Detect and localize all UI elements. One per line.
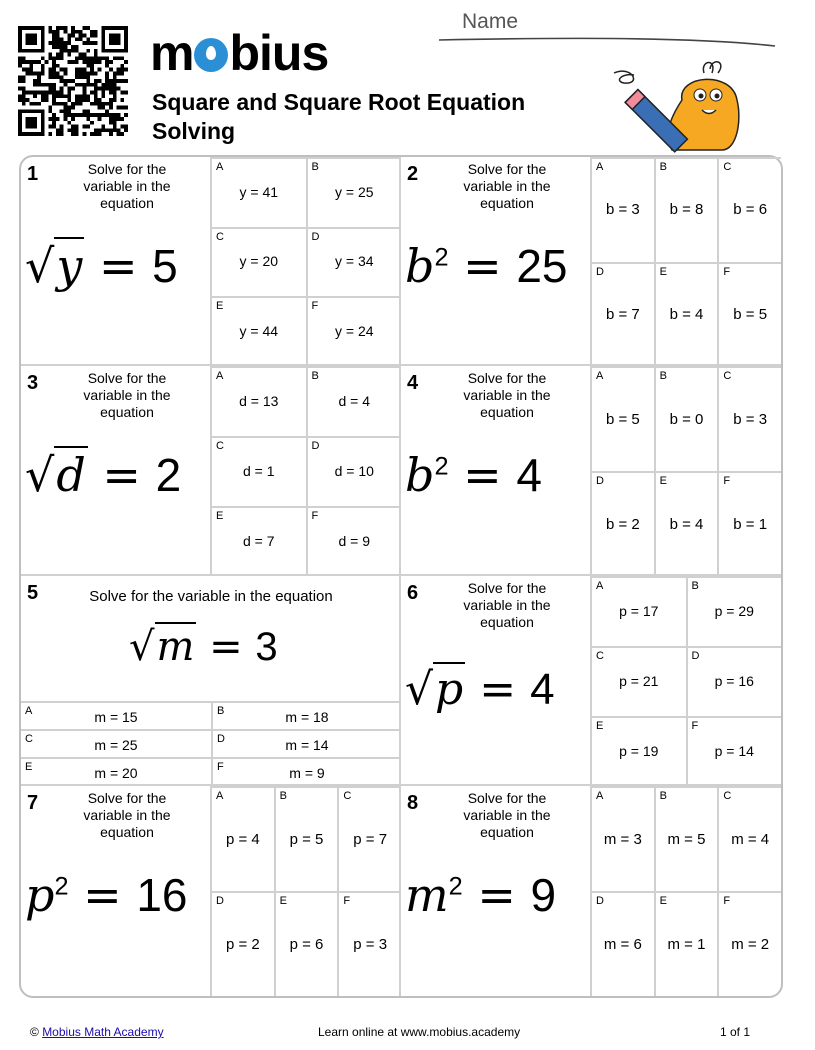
radical-sign: √ <box>25 448 55 502</box>
base-variable: b <box>405 239 435 293</box>
option-value: b = 0 <box>669 410 704 428</box>
option-value: b = 6 <box>733 201 768 219</box>
answer-option[interactable] <box>210 506 306 576</box>
option-value: d = 13 <box>239 393 279 409</box>
option-value: p = 6 <box>289 935 324 953</box>
question-number: 5 <box>27 582 39 604</box>
option-value: b = 8 <box>669 201 704 219</box>
option-letter: D <box>596 265 604 278</box>
option-letter: E <box>25 761 33 773</box>
question-number: 8 <box>407 792 419 814</box>
answer-option[interactable] <box>590 646 686 716</box>
rhs-value: 25 <box>516 240 568 292</box>
answer-option[interactable] <box>306 506 402 576</box>
equals-sign: = <box>479 664 517 715</box>
option-letter: E <box>216 510 224 522</box>
answer-option[interactable] <box>21 701 211 729</box>
option-value: p = 19 <box>619 743 659 759</box>
answer-option[interactable] <box>590 576 686 646</box>
question-cell <box>21 576 401 786</box>
base-variable: b <box>405 448 435 502</box>
option-value: m = 9 <box>289 765 325 781</box>
option-letter: C <box>216 230 224 243</box>
option-letter: A <box>596 580 604 592</box>
option-value: y = 25 <box>334 183 374 200</box>
option-value: m = 20 <box>94 765 138 781</box>
worksheet-grid <box>19 155 783 998</box>
question-cell <box>21 366 401 576</box>
answer-option[interactable] <box>211 757 401 785</box>
answer-option[interactable] <box>590 262 654 367</box>
answer-option[interactable] <box>306 157 402 227</box>
rhs-value: 4 <box>530 665 555 714</box>
radicand: p <box>435 664 464 715</box>
logo-drop-icon <box>194 38 228 72</box>
equals-sign: = <box>209 624 243 670</box>
option-letter: D <box>596 475 604 487</box>
option-letter: B <box>279 790 287 802</box>
option-letter: A <box>216 161 224 173</box>
option-value: m = 4 <box>731 830 770 848</box>
option-letter: A <box>596 370 604 382</box>
answer-option[interactable] <box>337 891 401 996</box>
option-value: y = 34 <box>334 253 374 270</box>
equation <box>25 239 178 293</box>
question-number: 7 <box>27 792 39 814</box>
answer-option[interactable] <box>274 891 338 996</box>
option-letter: D <box>311 440 320 452</box>
option-value: m = 18 <box>285 709 329 725</box>
option-value: p = 7 <box>353 830 388 848</box>
question-cell <box>401 366 781 576</box>
option-letter: A <box>596 790 604 802</box>
question-cell <box>21 786 401 996</box>
answer-option[interactable] <box>654 157 718 262</box>
option-letter: E <box>659 475 667 487</box>
option-letter: C <box>216 440 224 452</box>
question-prompt: Solve for the variable in the equation <box>463 580 551 630</box>
option-value: p = 21 <box>619 673 659 689</box>
option-value: m = 14 <box>285 737 329 753</box>
option-letter: D <box>311 230 320 243</box>
base-variable: m <box>405 868 449 922</box>
option-letter: C <box>596 650 604 662</box>
equals-sign: = <box>83 868 122 922</box>
answer-option[interactable] <box>274 786 338 891</box>
equals-sign: = <box>463 239 502 293</box>
option-value: y = 44 <box>239 323 279 340</box>
equation: $m^2 = 9$ <box>405 868 557 922</box>
radicand: y <box>56 239 83 293</box>
answer-option[interactable] <box>590 716 686 786</box>
question-cell <box>401 157 781 366</box>
option-letter: B <box>311 161 319 173</box>
option-letter: B <box>311 370 319 382</box>
option-letter: B <box>217 705 225 717</box>
answer-option[interactable] <box>717 366 781 471</box>
answer-option[interactable] <box>717 786 781 891</box>
option-value: p = 4 <box>225 830 260 848</box>
option-value: d = 4 <box>338 393 371 409</box>
option-letter: A <box>216 370 224 382</box>
option-value: p = 16 <box>714 673 754 689</box>
question-prompt: Solve for the variable in the equation <box>463 370 551 420</box>
option-value: b = 2 <box>605 515 640 533</box>
page-number: 1 of 1 <box>720 1025 751 1039</box>
option-letter: E <box>596 720 604 732</box>
question-prompt: Solve for the variable in the equation <box>83 161 171 211</box>
option-letter: B <box>659 161 667 173</box>
equation <box>129 624 278 670</box>
answer-option[interactable] <box>654 471 718 576</box>
answer-option[interactable] <box>306 227 402 297</box>
option-value: d = 1 <box>242 463 275 479</box>
question-prompt: Solve for the variable in the equation <box>83 370 171 420</box>
option-letter: A <box>216 790 224 802</box>
question-cell <box>401 576 781 786</box>
answer-option[interactable] <box>210 157 306 227</box>
answer-option[interactable] <box>717 157 781 262</box>
option-value: p = 14 <box>714 743 754 759</box>
option-letter: E <box>659 265 667 278</box>
radical-sign: √ <box>25 239 55 293</box>
answer-option[interactable] <box>211 729 401 757</box>
answer-option[interactable] <box>686 716 782 786</box>
question-number: 4 <box>407 372 419 394</box>
equation <box>405 664 555 715</box>
option-letter: E <box>279 895 287 907</box>
option-letter: C <box>343 790 352 802</box>
option-letter: F <box>691 720 699 732</box>
equals-sign: = <box>98 239 138 293</box>
answer-option[interactable] <box>590 366 654 471</box>
option-value: b = 5 <box>733 305 768 323</box>
answer-option[interactable] <box>717 471 781 576</box>
rhs-value: 16 <box>136 869 188 921</box>
equation: $b^2 = 4$ <box>405 448 542 502</box>
option-value: p = 29 <box>714 603 754 619</box>
mascot-illustration <box>612 55 762 155</box>
option-value: d = 9 <box>338 533 371 549</box>
answer-option[interactable] <box>717 262 781 367</box>
option-letter: F <box>311 300 319 313</box>
option-letter: A <box>25 705 33 717</box>
answer-option[interactable] <box>306 296 402 366</box>
option-letter: B <box>691 580 699 592</box>
option-value: b = 7 <box>605 305 640 323</box>
answer-option[interactable] <box>210 227 306 297</box>
option-value: p = 3 <box>353 935 388 953</box>
equals-sign: = <box>477 868 516 922</box>
option-letter: F <box>723 475 731 487</box>
question-cell <box>21 157 401 366</box>
option-letter: D <box>217 733 225 745</box>
equation: $p^2 = 16$ <box>25 868 188 922</box>
equation <box>25 448 181 502</box>
option-letter: C <box>723 370 732 382</box>
option-value: p = 5 <box>289 830 324 848</box>
answer-option[interactable] <box>210 891 274 996</box>
answer-option[interactable] <box>717 891 781 996</box>
answer-option[interactable] <box>590 786 654 891</box>
option-value: b = 3 <box>733 410 768 428</box>
mobius-logo: m bius <box>150 25 329 81</box>
answer-option[interactable] <box>210 296 306 366</box>
answer-option[interactable] <box>306 436 402 506</box>
worksheet-title: Square and Square Root Equation Solving <box>152 89 526 144</box>
option-letter: C <box>723 161 732 173</box>
answer-option[interactable] <box>686 646 782 716</box>
answer-option[interactable] <box>21 757 211 785</box>
rhs-value: 2 <box>155 449 182 501</box>
question-number: 3 <box>27 372 39 394</box>
question-number: 6 <box>407 582 419 604</box>
question-prompt: Solve for the variable in the equation <box>463 161 551 211</box>
option-letter: E <box>659 895 667 907</box>
radicand: d <box>56 448 86 502</box>
option-value: y = 41 <box>239 183 279 200</box>
option-letter: D <box>596 895 604 907</box>
option-value: b = 4 <box>669 305 704 323</box>
question-prompt: Solve for the variable in the equation <box>89 588 333 605</box>
option-letter: A <box>596 161 604 173</box>
option-value: m = 25 <box>94 737 138 753</box>
footer-copyright <box>30 1025 164 1039</box>
question-prompt: Solve for the variable in the equation <box>463 790 551 840</box>
option-letter: F <box>217 761 224 773</box>
option-value: m = 2 <box>731 935 770 953</box>
option-letter: C <box>25 733 33 745</box>
answer-option[interactable] <box>210 436 306 506</box>
answer-option[interactable] <box>590 157 654 262</box>
option-letter: D <box>216 895 224 907</box>
radical-sign: √ <box>405 664 434 715</box>
option-value: b = 5 <box>605 410 640 428</box>
option-value: b = 3 <box>605 201 640 219</box>
radicand: m <box>156 624 195 670</box>
answer-option[interactable] <box>337 786 401 891</box>
answer-option[interactable] <box>590 891 654 996</box>
qr-code <box>18 26 128 136</box>
option-letter: D <box>691 650 700 662</box>
option-letter: F <box>311 510 319 522</box>
option-value: y = 20 <box>239 253 279 270</box>
footer-learn-online: Learn online at www.mobius.academy <box>318 1025 521 1039</box>
option-value: b = 1 <box>733 515 768 533</box>
option-value: m = 15 <box>94 709 138 725</box>
option-value: m = 5 <box>667 830 706 848</box>
answer-option[interactable] <box>306 366 402 436</box>
question-prompt: Solve for the variable in the equation <box>83 790 171 840</box>
equals-sign: = <box>463 448 502 502</box>
option-value: p = 2 <box>225 935 260 953</box>
rhs-value: 5 <box>152 240 178 292</box>
option-value: m = 6 <box>603 935 642 953</box>
base-variable: p <box>25 868 55 922</box>
answer-option[interactable] <box>210 366 306 436</box>
option-letter: E <box>216 300 224 313</box>
question-cell <box>401 786 781 996</box>
name-label: Name <box>462 10 519 33</box>
equation: $b^2 = 25$ <box>405 239 568 293</box>
radical-sign: √ <box>129 624 155 670</box>
option-letter: F <box>723 895 731 907</box>
answer-option[interactable] <box>21 729 211 757</box>
answer-option[interactable] <box>654 786 718 891</box>
question-number: 1 <box>27 163 39 185</box>
rhs-value: 3 <box>255 625 278 669</box>
answer-option[interactable] <box>590 471 654 576</box>
option-letter: B <box>659 370 667 382</box>
option-value: m = 3 <box>603 830 642 848</box>
copyright-symbol: © <box>30 1025 39 1039</box>
option-value: d = 10 <box>334 463 374 479</box>
answer-option[interactable] <box>654 891 718 996</box>
option-value: m = 1 <box>667 935 706 953</box>
answer-option[interactable] <box>654 262 718 367</box>
answer-option[interactable] <box>686 576 782 646</box>
option-value: b = 4 <box>669 515 704 533</box>
answer-option[interactable] <box>211 701 401 729</box>
equals-sign: = <box>102 448 141 502</box>
option-letter: F <box>723 265 731 278</box>
academy-link[interactable]: Mobius Math Academy <box>42 1025 164 1039</box>
answer-option[interactable] <box>210 786 274 891</box>
option-value: d = 7 <box>242 533 275 549</box>
option-letter: F <box>343 895 351 907</box>
option-letter: B <box>659 790 667 802</box>
answer-option[interactable] <box>654 366 718 471</box>
option-value: p = 17 <box>619 603 659 619</box>
rhs-value: 4 <box>516 449 542 501</box>
question-number: 2 <box>407 163 419 185</box>
rhs-value: 9 <box>530 869 557 921</box>
option-letter: C <box>723 790 732 802</box>
option-value: y = 24 <box>334 323 374 340</box>
